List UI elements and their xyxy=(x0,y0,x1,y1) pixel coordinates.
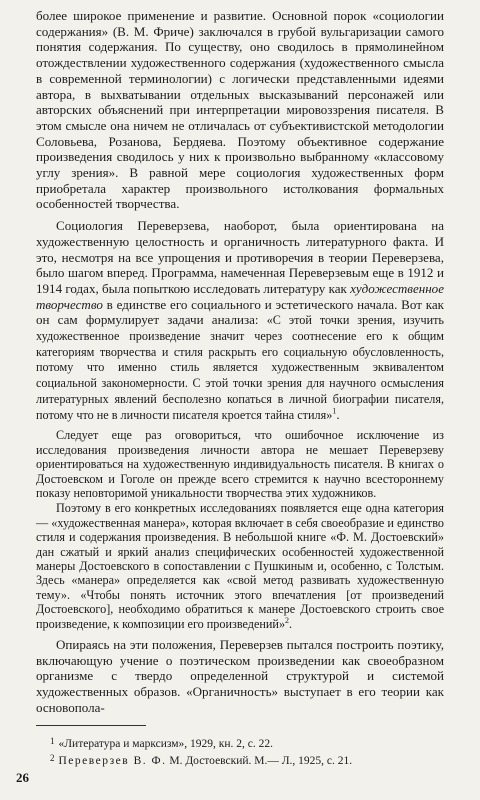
quotation: «С этой точки зрения, изучить художественное произведение значит через соотнесение его к общим категориям творчества и стиля раскрыть его социальную обусловленность, потому что именно стиль является художественным эквивалентом социальной закономерности. С этой точки зрения для научного осмысления литературных явлений бесполезно копаться в личной биографии писателя, потому что не в личности писателя кроется тайна стиля» xyxy=(36,313,444,422)
footnote-2: $^2$ Переверзев В. Ф. М. Достоевский. М.— Л., 1925, с. 21. xyxy=(50,753,353,768)
paragraph-1: более широкое применение и развитие. Основной порок «социологии содержания» (В. М. Фриче) заключался в грубой вульгаризации самого понятия содержания. По существу, оно сводилось в прямолинейном отождествлении художественного содержания (художественного смысла в современной терминологии) с логически представленными идеями автора, в выхватывании отдельных высказываний персонажей или авторских объяснений при интерпретации мировоззрения писателя. В этом смысле она ничем не отличалась от субъективистской методологии Соловьева, Розанова, Бердяева. Поэтому объективное содержание произведения сводилось у них к произвольно выбранному «классовому углу зрения». В равной мере социология художественных форм приобретала характер произвольного истолкования формальных особенностей творчества. xyxy=(36,8,444,212)
quotation: «Чтобы понять источник этого впечатления [от произведений Достоевского], необходимо обратиться к манере Достоевского строить свое произведение, к композиции его произведений» xyxy=(36,587,444,631)
paragraph-3: Следует еще раз оговориться, что ошибочное исключение из исследования произведения личности автора не мешает Переверзеву ориентироваться на художественную индивидуальность писателя. В книгах о Достоевском и Гоголе он прежде всего стремится к научно всестороннему показу неповторимой уникальности творчества этих художников. xyxy=(36,428,444,500)
footnote-ref-2[interactable]: 2 xyxy=(285,615,290,625)
emphasis-text: художественное творчество xyxy=(36,280,444,312)
paragraph-4: Поэтому в его конкретных исследованиях появляется еще одна категория — «художественная манера», которая включает в себя своеобразие и единство стиля и содержания произведения. В небольшой книге «Ф. М. Достоевский» дан сжатый и яркий анализ специфических особенностей художественной манеры Достоевского в сопоставлении с Пушкиным и, особенно, с Толстым. Здесь «манера» определяется как «свой метод развивать художественную тему». «Чтобы понять источник этого впечатления [от произведений Достоевского], необходимо обратиться к манере Достоевского строить свое произведение, к композиции его произведений»$^2$. xyxy=(36,501,444,631)
paragraph-2: Социология Переверзева, наоборот, была ориентирована на художественную целостность и органичность литературного факта. И это, несмотря на все упрощения и противоречия в теории Переверзева, было шагом вперед. Программа, намеченная Переверзевым еще в 1912 и 1914 годах, была попыткою исследовать литературу как художественное творчество в единстве его социального и эстетического начала. Вот как он сам формулирует задачи анализа: «С этой точки зрения, изучить художественное произведение значит через соотнесение его к общим категориям творчества и стиля раскрыть его социальную обусловленность, потому что именно стиль является художественным эквивалентом социальной закономерности. С этой точки зрения для научного осмысления литературных явлений бесполезно копаться в личной биографии писателя, потому что не в личности писателя кроется тайна стиля»$^1$. xyxy=(36,218,444,422)
footnote-ref-1[interactable]: 1 xyxy=(332,406,337,416)
footnote-1: $^1$ «Литература и марксизм», 1929, кн. 2, с. 22. xyxy=(50,736,274,751)
page-number: 26 xyxy=(16,770,29,785)
footnote-divider xyxy=(36,725,146,726)
paragraph-5: Опираясь на эти положения, Переверзев пытался построить поэтику, включающую учение о поэтическом произведении как своеобразном организме с твердо определенной структурой и системой художественных образов. «Органичность» выступает в его теории как основопола- xyxy=(36,636,444,715)
footnote-author: Переверзев В. Ф. xyxy=(58,755,167,768)
